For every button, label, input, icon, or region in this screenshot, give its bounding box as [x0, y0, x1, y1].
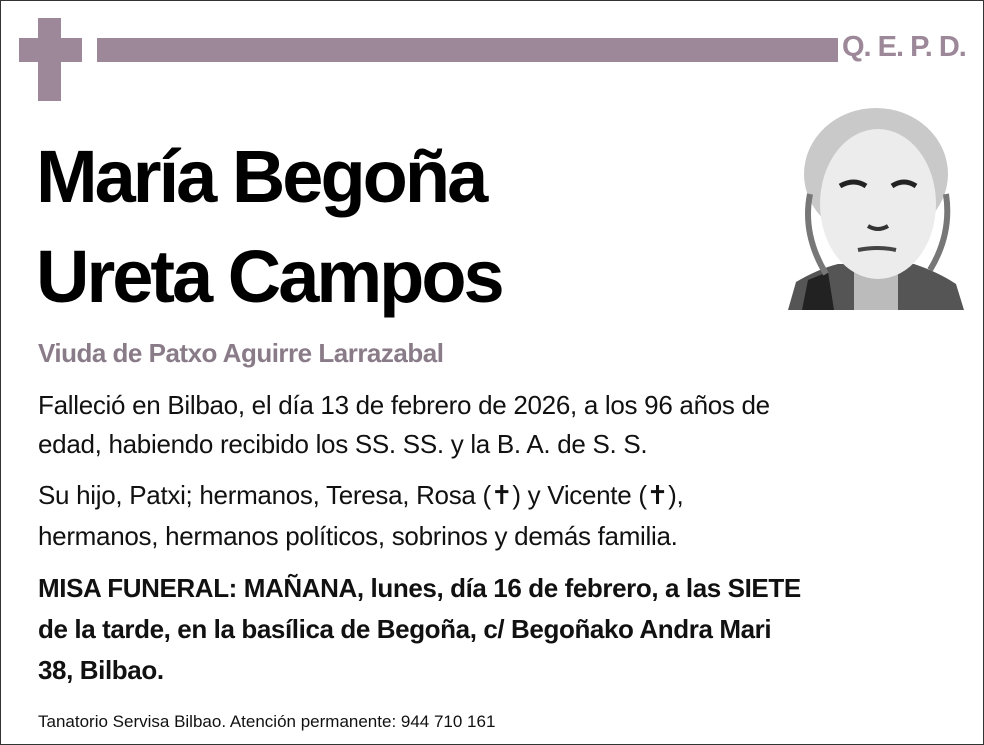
header-band: [97, 38, 838, 62]
funeral-line: de la tarde, en la basílica de Begoña, c/ Begoñako Andra Mari: [38, 614, 772, 644]
funeral-line: MISA FUNERAL: MAÑANA, lunes, día 16 de febrero, a las SIETE: [38, 573, 801, 603]
qepd-label: Q. E. P. D.: [842, 31, 966, 63]
death-notice-line: edad, habiendo recibido los SS. SS. y la B. A. de S. S.: [38, 429, 648, 459]
deceased-name-line1: María Begoña: [36, 135, 486, 218]
death-notice-line: Falleció en Bilbao, el día 13 de febrero de 2026, a los 96 años de: [38, 390, 770, 420]
widow-of-subtitle: Viuda de Patxo Aguirre Larrazabal: [38, 338, 444, 368]
family-line: hermanos, hermanos políticos, sobrinos y demás familia.: [38, 521, 678, 551]
deceased-name-line2: Ureta Campos: [36, 235, 502, 318]
funeral-home-footer: Tanatorio Servisa Bilbao. Atención permanente: 944 710 161: [38, 712, 496, 731]
cross-icon-arm: [19, 38, 82, 62]
funeral-line: 38, Bilbao.: [38, 655, 164, 685]
family-line: Su hijo, Patxi; hermanos, Teresa, Rosa (✝) y Vicente (✝),: [38, 480, 684, 510]
deceased-photo: [788, 104, 964, 310]
